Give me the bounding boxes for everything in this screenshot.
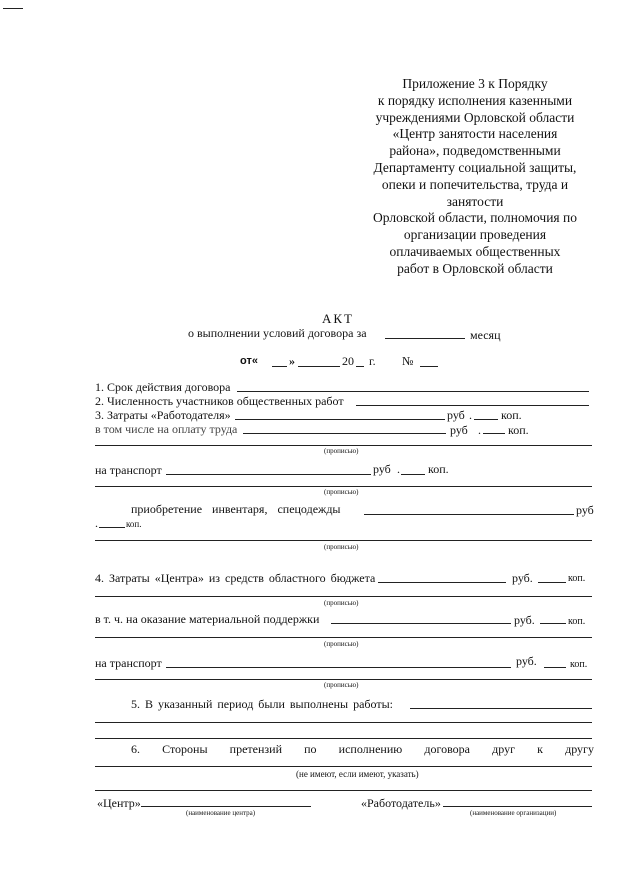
wages-words-field[interactable]	[95, 445, 592, 446]
item-participants: 2. Численность участников общественных работ	[95, 394, 344, 408]
dot-label: .	[469, 408, 472, 422]
material-support-words-field[interactable]	[95, 637, 592, 638]
kop-label: коп.	[501, 408, 522, 422]
claims-word: договора	[424, 742, 470, 756]
rub-label: руб.	[514, 613, 535, 627]
date-close: »	[289, 354, 295, 368]
center-costs-rub-field[interactable]	[378, 582, 506, 583]
kop-label: коп.	[126, 519, 142, 529]
item-works-done: 5. В указанный период были выполнены работы:	[131, 697, 394, 711]
appendix-line: района», подведомственными	[389, 143, 561, 159]
corner-mark	[3, 8, 23, 9]
year-prefix: 20	[342, 354, 354, 368]
date-ot: от«	[240, 355, 258, 367]
kop-label: коп.	[570, 659, 588, 670]
material-support-label: в т. ч. на оказание материальной поддержки	[95, 612, 320, 626]
equipment-words-field[interactable]	[95, 540, 592, 541]
appendix-line: опеки и попечительства, труда и	[381, 176, 569, 192]
works-done-line-3[interactable]	[95, 738, 592, 739]
equipment-label: приобретение инвентаря, спецодежды	[131, 502, 341, 516]
contract-term-field[interactable]	[237, 391, 589, 392]
claims-word: Стороны	[162, 742, 208, 756]
month-field[interactable]	[385, 338, 465, 339]
employer-costs-rub-field[interactable]	[235, 419, 445, 420]
rub-label: руб	[450, 423, 468, 437]
item-center-costs: 4. Затраты «Центра» из средств областного бюджета	[95, 571, 376, 585]
kop-label: коп.	[568, 616, 586, 627]
participants-field[interactable]	[356, 405, 589, 406]
appendix-header	[340, 76, 610, 278]
appendix-line: работ в Орловской области	[397, 260, 553, 276]
incl-wages-label: в том числе на оплату труда	[95, 422, 238, 436]
appendix-line: организации проведения	[403, 227, 547, 243]
appendix-line: Приложение 3 к Порядку	[402, 76, 548, 91]
item-contract-term: 1. Срок действия договора	[95, 380, 231, 394]
claims-word: друг	[492, 742, 515, 756]
wages-rub-field[interactable]	[243, 433, 446, 434]
center-name-field[interactable]	[141, 806, 311, 807]
day-field[interactable]	[272, 366, 287, 367]
act-heading: АКТ	[322, 311, 354, 326]
act-subtitle-prefix: о выполнении условий договора за	[188, 326, 367, 340]
claims-word: 6.	[131, 742, 140, 756]
claims-word: исполнению	[338, 742, 403, 756]
number-field[interactable]	[420, 366, 438, 367]
in-words-caption: (прописью)	[324, 681, 359, 689]
in-words-caption: (прописью)	[324, 447, 359, 455]
kop-label: коп.	[428, 462, 449, 476]
in-words-caption: (прописью)	[324, 488, 359, 496]
claims-caption: (не имеют, если имеют, указать)	[296, 769, 419, 779]
appendix-line: Орловской области, полномочия по	[373, 210, 577, 226]
appendix-line: Департаменту социальной защиты,	[373, 159, 577, 175]
equipment-kop-field[interactable]	[99, 527, 125, 528]
transport-kop-field[interactable]	[401, 474, 425, 475]
equipment-rub-field[interactable]	[364, 514, 574, 515]
employer-signature-label: «Работодатель»	[361, 796, 441, 810]
rub-label: руб	[576, 503, 594, 517]
year-suffix: г.	[369, 354, 376, 368]
center-name-caption: (наименование центра)	[186, 809, 256, 817]
center-costs-words-field[interactable]	[95, 596, 592, 597]
employer-costs-kop-field[interactable]	[474, 419, 498, 420]
material-support-kop-field[interactable]	[540, 623, 566, 624]
wages-kop-field[interactable]	[483, 433, 505, 434]
number-sign: №	[402, 354, 414, 368]
dot-label: .	[95, 516, 98, 530]
item-employer-costs: 3. Затраты «Работодателя»	[95, 408, 231, 422]
rub-label: руб.	[516, 654, 537, 668]
rub-label: руб	[447, 408, 465, 422]
appendix-line: «Центр занятости населения	[392, 126, 558, 142]
claims-word: претензий	[229, 742, 282, 756]
transport-words-field[interactable]	[95, 486, 592, 487]
org-name-caption: (наименование организации)	[470, 809, 557, 817]
center-transport-kop-field[interactable]	[544, 667, 566, 668]
month-date-field[interactable]	[298, 366, 340, 367]
rub-label: руб.	[512, 571, 533, 585]
in-words-caption: (прописью)	[324, 599, 359, 607]
employer-name-field[interactable]	[443, 806, 592, 807]
transport-rub-field[interactable]	[166, 474, 371, 475]
kop-label: коп.	[508, 423, 529, 437]
center-transport-rub-field[interactable]	[166, 667, 511, 668]
appendix-line: учреждениями Орловской области	[375, 109, 575, 125]
claims-word: по	[304, 742, 317, 756]
works-done-field[interactable]	[410, 708, 592, 709]
kop-label: коп.	[568, 573, 586, 584]
act-subtitle-suffix: месяц	[470, 328, 501, 342]
appendix-line: занятости	[446, 193, 504, 209]
in-words-caption: (прописью)	[324, 640, 359, 648]
transport-label: на транспорт	[95, 463, 162, 477]
material-support-rub-field[interactable]	[331, 623, 511, 624]
claims-line-2[interactable]	[95, 790, 592, 791]
rub-label: руб	[373, 462, 391, 476]
claims-field[interactable]	[95, 766, 592, 767]
center-transport-words-field[interactable]	[95, 679, 592, 680]
dot-label: .	[397, 462, 400, 476]
claims-word: другу	[565, 742, 594, 756]
in-words-caption: (прописью)	[324, 543, 359, 551]
claims-word: к	[537, 742, 543, 756]
center-costs-kop-field[interactable]	[538, 582, 566, 583]
item-claims	[131, 742, 594, 756]
appendix-line: к порядку исполнения казенными	[377, 92, 573, 108]
appendix-line: оплачиваемых общественных	[389, 243, 561, 259]
dot-label: .	[478, 423, 481, 437]
transport-label: на транспорт	[95, 656, 162, 670]
year-field[interactable]	[356, 366, 364, 367]
works-done-line-2[interactable]	[95, 722, 592, 723]
center-signature-label: «Центр»	[97, 796, 141, 810]
